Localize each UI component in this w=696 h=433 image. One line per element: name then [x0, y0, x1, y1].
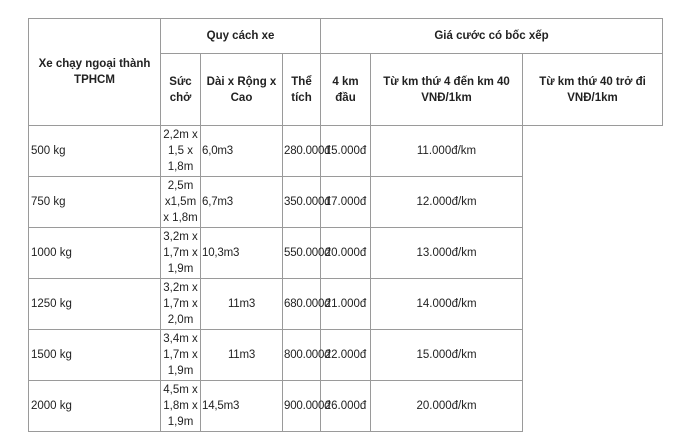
price-table-container: [28, 18, 663, 432]
km40-plus-price-cell: 12.000đ/km: [371, 177, 523, 228]
km40-plus-price-cell: 13.000đ/km: [371, 228, 523, 279]
km4-to-40-price-cell: 20.000đ: [321, 228, 371, 279]
first-4km-price-cell: 800.000đ: [283, 330, 321, 381]
km4-to-40-price-cell: 26.000đ: [321, 381, 371, 432]
capacity-cell: 1250 kg: [29, 279, 161, 330]
col-header-km4-to-40: Từ km thứ 4 đến km 40 VNĐ/1km: [371, 54, 523, 126]
first-4km-price-cell: 680.000đ: [283, 279, 321, 330]
col-header-dimensions: Dài x Rộng x Cao: [201, 54, 283, 126]
group-header-row: [29, 19, 663, 54]
dimensions-cell: 2,5m x1,5m x 1,8m: [161, 177, 201, 228]
km4-to-40-price-cell: 21.000đ: [321, 279, 371, 330]
km40-plus-price-cell: 20.000đ/km: [371, 381, 523, 432]
dimensions-cell: 3,2m x 1,7m x 1,9m: [161, 228, 201, 279]
table-row: [29, 126, 663, 177]
vehicle-spec-group-header: Quy cách xe: [161, 19, 321, 54]
table-row: [29, 279, 663, 330]
col-header-volume: Thể tích: [283, 54, 321, 126]
first-4km-price-cell: 550.000đ: [283, 228, 321, 279]
dimensions-cell: 3,4m x 1,7m x 1,9m: [161, 330, 201, 381]
volume-cell: 6,0m3: [201, 126, 283, 177]
capacity-cell: 500 kg: [29, 126, 161, 177]
dimensions-cell: 2,2m x 1,5 x 1,8m: [161, 126, 201, 177]
first-4km-price-cell: 900.000đ: [283, 381, 321, 432]
km40-plus-price-cell: 14.000đ/km: [371, 279, 523, 330]
km40-plus-price-cell: 11.000đ/km: [371, 126, 523, 177]
dimensions-cell: 3,2m x 1,7m x 2,0m: [161, 279, 201, 330]
col-header-first-4km: 4 km đầu: [321, 54, 371, 126]
volume-cell: 14,5m3: [201, 381, 283, 432]
km40-plus-price-cell: 15.000đ/km: [371, 330, 523, 381]
capacity-cell: 2000 kg: [29, 381, 161, 432]
table-row: [29, 381, 663, 432]
col-header-km40-plus: Từ km thứ 40 trở đi VNĐ/1km: [523, 54, 663, 126]
price-table: [28, 18, 663, 432]
volume-cell: 6,7m3: [201, 177, 283, 228]
col-header-capacity: Sức chở: [161, 54, 201, 126]
km4-to-40-price-cell: 15.000đ: [321, 126, 371, 177]
row-group-label: Xe chạy ngoại thành TPHCM: [29, 19, 161, 126]
volume-cell: 10,3m3: [201, 228, 283, 279]
capacity-cell: 750 kg: [29, 177, 161, 228]
price-group-header: Giá cước có bốc xếp: [321, 19, 663, 54]
km4-to-40-price-cell: 17.000đ: [321, 177, 371, 228]
volume-cell: 11m3: [201, 279, 283, 330]
table-row: [29, 228, 663, 279]
km4-to-40-price-cell: 22.000đ: [321, 330, 371, 381]
capacity-cell: 1500 kg: [29, 330, 161, 381]
first-4km-price-cell: 280.000đ: [283, 126, 321, 177]
capacity-cell: 1000 kg: [29, 228, 161, 279]
first-4km-price-cell: 350.000đ: [283, 177, 321, 228]
volume-cell: 11m3: [201, 330, 283, 381]
dimensions-cell: 4,5m x 1,8m x 1,9m: [161, 381, 201, 432]
table-row: [29, 177, 663, 228]
table-row: [29, 330, 663, 381]
